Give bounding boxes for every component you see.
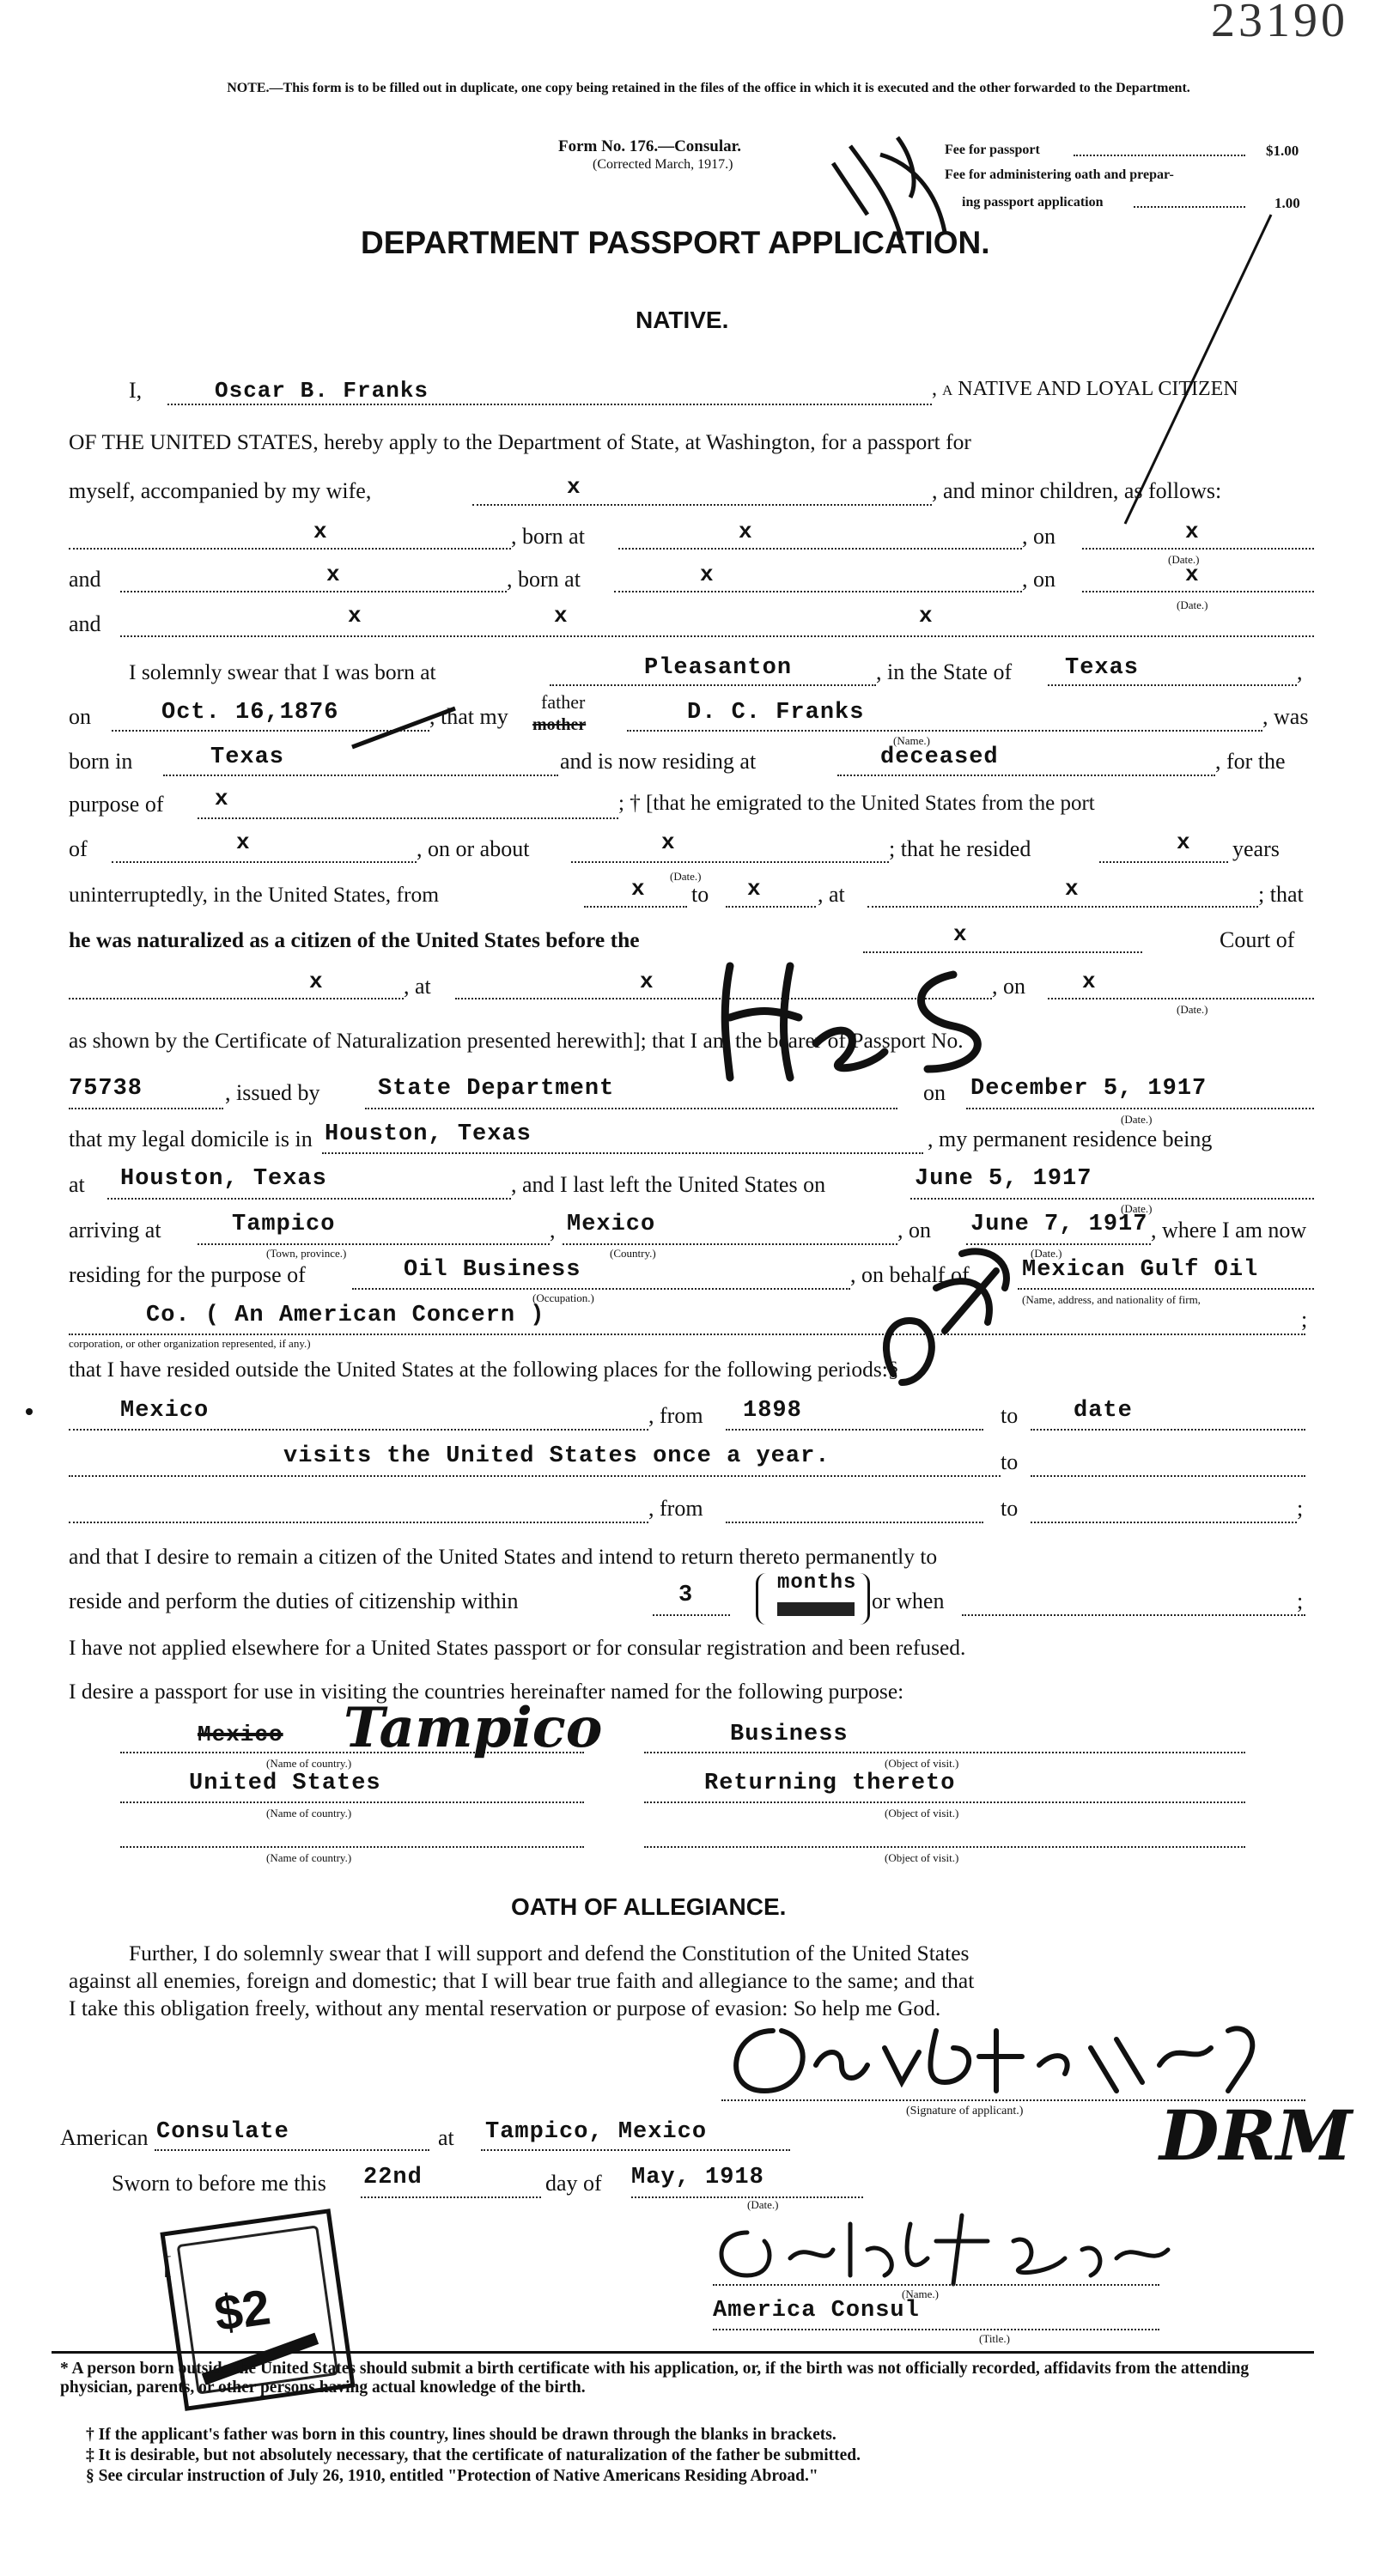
fee-oath-amount: 1.00 <box>1274 195 1300 211</box>
born-at-1: , born at <box>511 524 585 549</box>
firm-continued: Co. ( An American Concern ) <box>146 1303 545 1328</box>
desire-text-1: and that I desire to remain a citizen of the United States and intend to return thereto permanently to <box>69 1544 938 1569</box>
months-brace <box>756 1573 767 1625</box>
on4-text: , on <box>897 1218 931 1242</box>
child2-date: x <box>1185 562 1199 587</box>
father-name: D. C. Franks <box>687 700 865 726</box>
occupation-value: Oil Business <box>404 1257 581 1283</box>
on-birth: on <box>69 704 91 729</box>
desire-text-2: reside and perform the duties of citizenship within <box>69 1589 519 1613</box>
purpose-of-text: purpose of <box>69 792 164 817</box>
object-label-2: (Object of visit.) <box>885 1807 959 1820</box>
from1-value: 1898 <box>743 1398 802 1424</box>
visits-note: visits the United States once a year. <box>283 1443 830 1469</box>
bracket-mark: [ <box>163 2251 172 2280</box>
domicile-text: that my legal domicile is in <box>69 1127 313 1151</box>
date-label-3: (Date.) <box>670 870 702 883</box>
child1-date: x <box>1185 519 1199 544</box>
file-number: 23190 <box>1211 0 1348 47</box>
at2-text: , at <box>404 974 431 999</box>
form-number: Form No. 176.—Consular. <box>558 137 742 155</box>
country-label-2: (Name of country.) <box>266 1807 352 1820</box>
arrive-country: Mexico <box>567 1212 656 1237</box>
court-name-value: x <box>309 969 323 994</box>
footnote-3: ‡ It is desirable, but not absolutely necessary, that the certificate of naturalization of the father be submitted. <box>86 2446 861 2464</box>
domicile-value: Houston, Texas <box>325 1121 532 1147</box>
day-of-text: day of <box>545 2171 602 2196</box>
pen-scrawl-1 <box>696 949 1022 1086</box>
town-label: (Town, province.) <box>266 1247 347 1260</box>
months-value: 3 <box>678 1583 694 1608</box>
margin-dot <box>26 1408 33 1415</box>
child1-born: x <box>739 519 752 544</box>
birth-place: Pleasanton <box>644 655 793 681</box>
for-the: , for the <box>1215 749 1286 774</box>
child1-name: x <box>313 519 327 544</box>
date-label-4: (Date.) <box>1177 1003 1208 1016</box>
months-label: months <box>777 1571 857 1595</box>
left-date: June 5, 1917 <box>915 1166 1092 1192</box>
desire-passport-text: I desire a passport for use in visiting the countries hereinafter named for the following purpose: <box>69 1679 904 1704</box>
firm-label-2: corporation, or other organization represented, if any.) <box>69 1337 311 1350</box>
sworn-text: Sworn to before me this <box>112 2171 326 2196</box>
resided-years: x <box>1177 829 1190 855</box>
fee-oath-label-2: ing passport application <box>962 195 1104 210</box>
and-2: and <box>69 611 101 636</box>
form-corrected: (Corrected March, 1917.) <box>593 157 733 172</box>
date-label-7: (Date.) <box>1031 1247 1062 1260</box>
was-text: , was <box>1262 704 1309 729</box>
country-label-3: (Name of country.) <box>266 1851 352 1864</box>
firm-value: Mexican Gulf Oil <box>1022 1257 1259 1283</box>
consulate-place: Tampico, Mexico <box>485 2119 708 2145</box>
to1-text: to <box>1001 1403 1019 1428</box>
on-1: , on <box>1022 524 1055 549</box>
footnote-rule <box>52 2351 1314 2354</box>
consul-name-label: (Name.) <box>902 2287 939 2300</box>
apply-text: OF THE UNITED STATES, hereby apply to the Department of State, at Washington, for a passport for <box>69 429 971 454</box>
child3-name: x <box>348 603 362 629</box>
sworn-date-label: (Date.) <box>747 2198 779 2211</box>
on2-text: , on <box>992 974 1025 999</box>
american-text: American <box>60 2125 149 2150</box>
court-date-value: x <box>1082 969 1096 994</box>
fee-oath-label-1: Fee for administering oath and prepar- <box>945 167 1174 182</box>
officer-title: America Consul <box>713 2298 920 2324</box>
date-label-2: (Date.) <box>1177 598 1208 611</box>
pen-scrawl-2 <box>859 1236 1022 1408</box>
comma-1: , <box>1297 659 1303 684</box>
port-value: x <box>236 829 250 855</box>
child2-born: x <box>700 562 714 587</box>
label-i: I, <box>129 378 143 403</box>
or-when-text: or when <box>872 1589 945 1613</box>
footnote-2: † If the applicant's father was born in this country, lines should be drawn through the blanks in brackets. <box>86 2426 836 2444</box>
comma-2: , <box>550 1218 556 1242</box>
not-applied-text: I have not applied elsewhere for a United States passport or for consular registration and been refused. <box>69 1635 966 1660</box>
section-native: NATIVE. <box>636 307 729 333</box>
at-consulate: at <box>438 2125 454 2150</box>
child3-born: x <box>554 603 568 629</box>
passport-issuer: State Department <box>378 1076 615 1102</box>
object-label-3: (Object of visit.) <box>885 1851 959 1864</box>
object-label-1: (Object of visit.) <box>885 1757 959 1770</box>
native-citizen-text: , a NATIVE AND LOYAL CITIZEN <box>932 378 1238 400</box>
note: NOTE.—This form is to be filled out in duplicate, one copy being retained in the files of the office in which it is executed and the other forwarded to the Department. <box>227 81 1190 95</box>
on-2: , on <box>1022 567 1055 592</box>
to3-text: to <box>1001 1496 1019 1521</box>
consul-signature <box>704 2207 1220 2301</box>
of-text: of <box>69 836 88 861</box>
passport-number: 75738 <box>69 1076 143 1102</box>
birth-state: Texas <box>1065 655 1140 681</box>
court-value: x <box>953 921 967 947</box>
born-in-text: born in <box>69 749 133 774</box>
passport-date: December 5, 1917 <box>970 1076 1208 1102</box>
country2-value: United States <box>189 1771 381 1796</box>
from1-text: , from <box>648 1403 703 1428</box>
fee-passport-label: Fee for passport <box>945 143 1040 157</box>
residing-text: and is now residing at <box>560 749 757 774</box>
emigrate-date: x <box>661 829 675 855</box>
swear-text: I solemnly swear that I was born at <box>129 659 436 684</box>
arrive-town: Tampico <box>232 1212 336 1237</box>
wife-text: myself, accompanied by my wife, <box>69 478 372 503</box>
firm-label: (Name, address, and nationality of firm, <box>1022 1293 1201 1306</box>
to1-value: date <box>1074 1398 1133 1424</box>
minor-children-text: , and minor children, as follows: <box>932 478 1222 503</box>
permanent-text: , my permanent residence being <box>928 1127 1213 1151</box>
footnote-4: § See circular instruction of July 26, 1910, entitled "Protection of Native Americans Residing Abroad." <box>86 2467 818 2485</box>
from3-text: , from <box>648 1496 703 1521</box>
from-value: x <box>631 876 645 902</box>
father-residence: deceased <box>880 744 999 770</box>
on-behalf-text: , on behalf of <box>850 1262 970 1287</box>
where-text: , where I am now <box>1151 1218 1307 1242</box>
name-label: (Name.) <box>893 734 930 747</box>
months-brace-right <box>859 1573 870 1625</box>
on3-text: on <box>923 1080 946 1105</box>
date-label-1: (Date.) <box>1168 553 1200 566</box>
born-at-2: , born at <box>507 567 581 592</box>
residing-purpose-text: residing for the purpose of <box>69 1262 306 1287</box>
to-text: to <box>691 882 709 907</box>
applicant-name: Oscar B. Franks <box>215 378 429 404</box>
emigrated-text: ; † [that he emigrated to the United States from the port <box>618 792 1095 815</box>
initials: DRM <box>1159 2095 1353 2176</box>
allegiance-line-3: I take this obligation freely, without any mental reservation or purpose of evasion: So help me God. <box>69 1996 941 2020</box>
date-label-5: (Date.) <box>1121 1113 1153 1126</box>
resided-outside-text: that I have resided outside the United States at the following places for the following periods:§ <box>69 1357 899 1382</box>
that-my: , that my <box>429 704 508 729</box>
father-born: Texas <box>210 744 285 770</box>
to2-text: to <box>1001 1449 1019 1474</box>
arriving-text: arriving at <box>69 1218 161 1242</box>
sworn-day: 22nd <box>363 2165 423 2190</box>
state-text: , in the State of <box>876 659 1013 684</box>
years-text: years <box>1232 836 1280 861</box>
purpose-value: x <box>215 786 228 811</box>
last-left-text: , and I last left the United States on <box>511 1172 826 1197</box>
permanent-residence: Houston, Texas <box>120 1166 327 1192</box>
court-of: Court of <box>1220 927 1295 952</box>
semicolon-3: ; <box>1297 1589 1304 1613</box>
father-label: father <box>541 691 586 713</box>
page-title: DEPARTMENT PASSPORT APPLICATION. <box>361 225 990 260</box>
applicant-signature <box>713 2014 1348 2108</box>
semicolon-1: ; <box>1301 1307 1308 1332</box>
stamp-value: $2 <box>210 2279 274 2342</box>
sworn-month: May, 1918 <box>631 2165 764 2190</box>
consulate-value: Consulate <box>156 2119 289 2145</box>
signature-label: (Signature of applicant.) <box>906 2105 1024 2117</box>
allegiance-line-1: Further, I do solemnly swear that I will support and defend the Constitution of the United States <box>129 1941 970 1965</box>
child3-date: x <box>919 603 933 629</box>
birth-date: Oct. 16,1876 <box>161 700 339 726</box>
arrive-date: June 7, 1917 <box>970 1212 1148 1237</box>
struck-mother: mother <box>532 715 587 734</box>
allegiance-heading: OATH OF ALLEGIANCE. <box>511 1893 787 1920</box>
footnote-1: * A person born outside the United States should submit a birth certificate with his application, or, if the birth was not officially recorded, affidavits from the attending physician, parents, or other persons having actual knowledge of the birth. <box>60 2360 1250 2397</box>
on-or-about: , on or about <box>417 836 530 861</box>
at-value: x <box>1065 876 1079 902</box>
issued-by-text: , issued by <box>225 1080 320 1105</box>
wife-value: x <box>567 474 581 500</box>
naturalized-text: he was naturalized as a citizen of the United States before the <box>69 927 640 952</box>
at3-text: at <box>69 1172 85 1197</box>
purpose2-value: Returning thereto <box>704 1771 956 1796</box>
semicolon-2: ; <box>1297 1496 1304 1521</box>
and-1: and <box>69 567 101 592</box>
occupation-label: (Occupation.) <box>532 1291 594 1304</box>
country-label-1: (Name of country.) <box>266 1757 352 1770</box>
that-text: ; that <box>1258 882 1304 907</box>
fee-passport-amount: $1.00 <box>1266 143 1299 159</box>
to-value: x <box>747 876 761 902</box>
date-label-6: (Date.) <box>1121 1202 1153 1215</box>
struck-years <box>777 1602 855 1616</box>
country1-struck: Mexico <box>198 1722 283 1747</box>
at-text: , at <box>818 882 845 907</box>
uninterrupted-text: uninterruptedly, in the United States, from <box>69 882 440 907</box>
child2-name: x <box>326 562 340 587</box>
shown-text: as shown by the Certificate of Naturalization presented herewith]; that I am the bearer of Passport No. <box>69 1028 964 1053</box>
court-at-value: x <box>640 969 654 994</box>
resided-text: ; that he resided <box>889 836 1031 861</box>
country-label: (Country.) <box>610 1247 656 1260</box>
allegiance-line-2: against all enemies, foreign and domestic; that I will bear true faith and allegiance to the same; and that <box>69 1968 975 1993</box>
title-label: (Title.) <box>979 2332 1010 2345</box>
country1-value: Tampico <box>344 1696 603 1760</box>
purpose1-value: Business <box>730 1722 849 1747</box>
place1-value: Mexico <box>120 1398 210 1424</box>
